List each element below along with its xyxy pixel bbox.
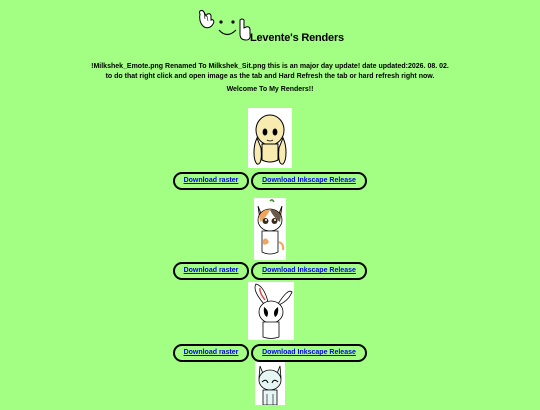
wolf-character-render-icon (255, 362, 285, 405)
bunny-character-render-icon (248, 108, 292, 168)
download-inkscape-button[interactable]: Download Inkscape Release (251, 172, 367, 190)
update-notice-line-2: to do that right click and open image as the tab and Hard Refresh the tab or hard refresh right now. (105, 73, 435, 80)
download-inkscape-button[interactable]: Download Inkscape Release (251, 262, 367, 280)
download-buttons-2 (0, 262, 540, 280)
render-image-2[interactable] (254, 198, 286, 260)
render-image-4[interactable] (255, 362, 285, 405)
download-buttons-1 (0, 172, 540, 190)
update-notice (0, 62, 540, 82)
download-raster-button[interactable]: Download raster (173, 344, 249, 362)
cat-character-render-icon (254, 198, 286, 260)
render-image-1[interactable] (248, 108, 292, 168)
hand-and-smiley-logo-icon (196, 8, 252, 48)
download-buttons-3 (0, 344, 540, 362)
download-raster-button[interactable]: Download raster (173, 262, 249, 280)
welcome-heading: Welcome To My Renders!! (226, 86, 314, 93)
update-notice-line-1: !Milkshek_Emote.png Renamed To Milkshek_Sit.png this is an major day update! date updated:2026. 08. 02. (91, 63, 449, 70)
site-header (0, 8, 540, 48)
white-bunny-character-render-icon (248, 282, 294, 340)
download-inkscape-button[interactable]: Download Inkscape Release (251, 344, 367, 362)
render-image-3[interactable] (248, 282, 294, 340)
download-raster-button[interactable]: Download raster (173, 172, 249, 190)
site-title: Levente's Renders (250, 32, 344, 44)
